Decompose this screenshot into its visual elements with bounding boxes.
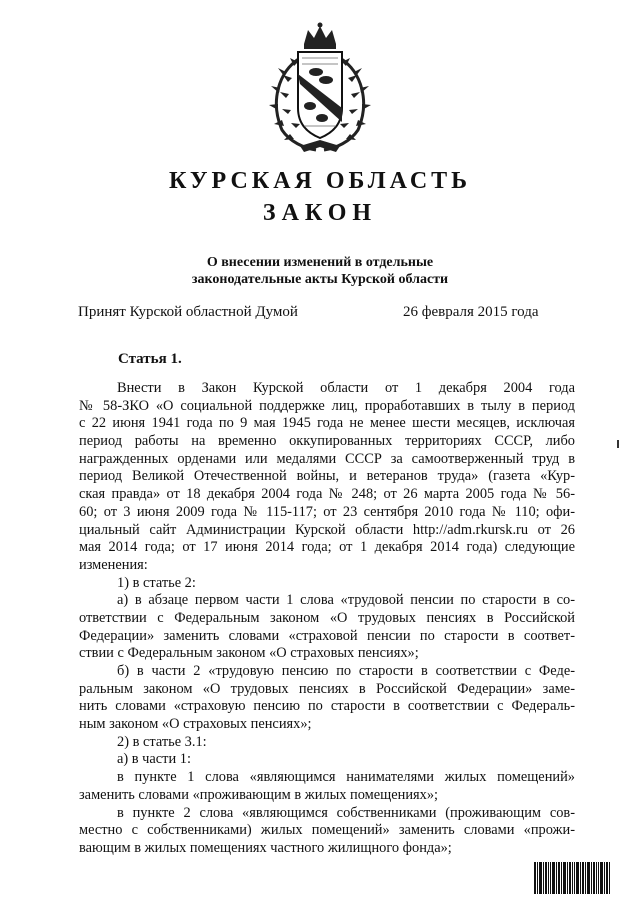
body-line: № 58-ЗКО «О социальной поддержке лиц, проработавших в тылу в период	[79, 397, 575, 414]
margin-mark	[617, 440, 619, 448]
law-subtitle	[0, 254, 640, 288]
adoption-date: 26 февраля 2015 года	[403, 304, 539, 320]
body-line: Внести в Закон Курской области от 1 декабря 2004 года	[117, 380, 575, 396]
body-line: а) в части 1:	[117, 751, 191, 768]
body-line: заменить словами «проживающим в жилых помещениях»;	[79, 786, 439, 803]
body-line: в пункте 1 слова «являющимся нанимателями жилых помещений»	[117, 769, 575, 786]
body-line: изменения:	[79, 556, 148, 573]
body-line: период Великой Отечественной войны, и ветеранов труда» (газета «Кур-	[79, 468, 575, 485]
body-line: ответствии с Федеральным законом «О трудовых пенсиях в Российской	[79, 609, 575, 626]
article-body	[79, 380, 575, 858]
body-line: нить словами «страховую пенсию по старости в соответствии с Федераль-	[79, 698, 575, 715]
coat-of-arms-emblem	[260, 22, 380, 154]
body-line: мая 2014 года; от 17 июня 2014 года; от 1 декабря 2014 года) следующие	[79, 539, 575, 556]
body-line: местно с собственниками) жилых помещений» заменить словами «прожи-	[79, 822, 575, 839]
body-line: награжденных орденами или медалями СССР за самоотверженный труд в	[79, 450, 575, 467]
body-line: 1) в статье 2:	[117, 574, 196, 591]
article-heading: Статья 1.	[118, 351, 182, 367]
body-line: ская правда» от 18 декабря 2004 года № 248; от 26 марта 2005 года № 56-	[79, 486, 575, 503]
subtitle-line: законодательные акты Курской области	[191, 272, 449, 287]
adopted-by-text: Принят Курской областной Думой	[78, 304, 298, 320]
subtitle-line: О внесении изменений в отдельные	[206, 255, 434, 270]
body-line: циальный сайт Администрации Курской области http://adm.rkursk.ru от 26	[79, 521, 575, 538]
body-line: а) в абзаце первом части 1 слова «трудовой пенсии по старости в со-	[117, 592, 575, 609]
body-line: 60; от 3 июня 2009 года № 115-117; от 23 сентября 2010 года № 110; офи-	[79, 503, 575, 520]
body-line: 2) в статье 3.1:	[117, 733, 207, 750]
body-line: Федерации» заменить словами «страховой пенсии по старости в соответ-	[79, 627, 575, 644]
body-line: ным законом «О страховых пенсиях»;	[79, 716, 312, 733]
body-line: вающим в жилых помещениях частного жилищного фонда»;	[79, 839, 452, 856]
body-line: ствии с Федеральным законом «О страховых пенсиях»;	[79, 645, 419, 662]
barcode-image	[534, 862, 610, 894]
body-line: б) в части 2 «трудовую пенсию по старости в соответствии с Феде-	[117, 663, 575, 679]
body-line: ральным законом «О трудовых пенсиях в Российской Федерации» заме-	[79, 680, 575, 697]
document-type-title: ЗАКОН	[262, 200, 378, 226]
region-title: КУРСКАЯ ОБЛАСТЬ	[168, 168, 472, 194]
body-line: период работы на временно оккупированных территориях СССР, либо	[79, 433, 575, 450]
body-line: в пункте 2 слова «являющимся собственниками (проживающим сов-	[117, 804, 575, 821]
body-line: с 22 июня 1941 года по 9 мая 1945 года не менее шести месяцев, исключая	[79, 415, 575, 432]
